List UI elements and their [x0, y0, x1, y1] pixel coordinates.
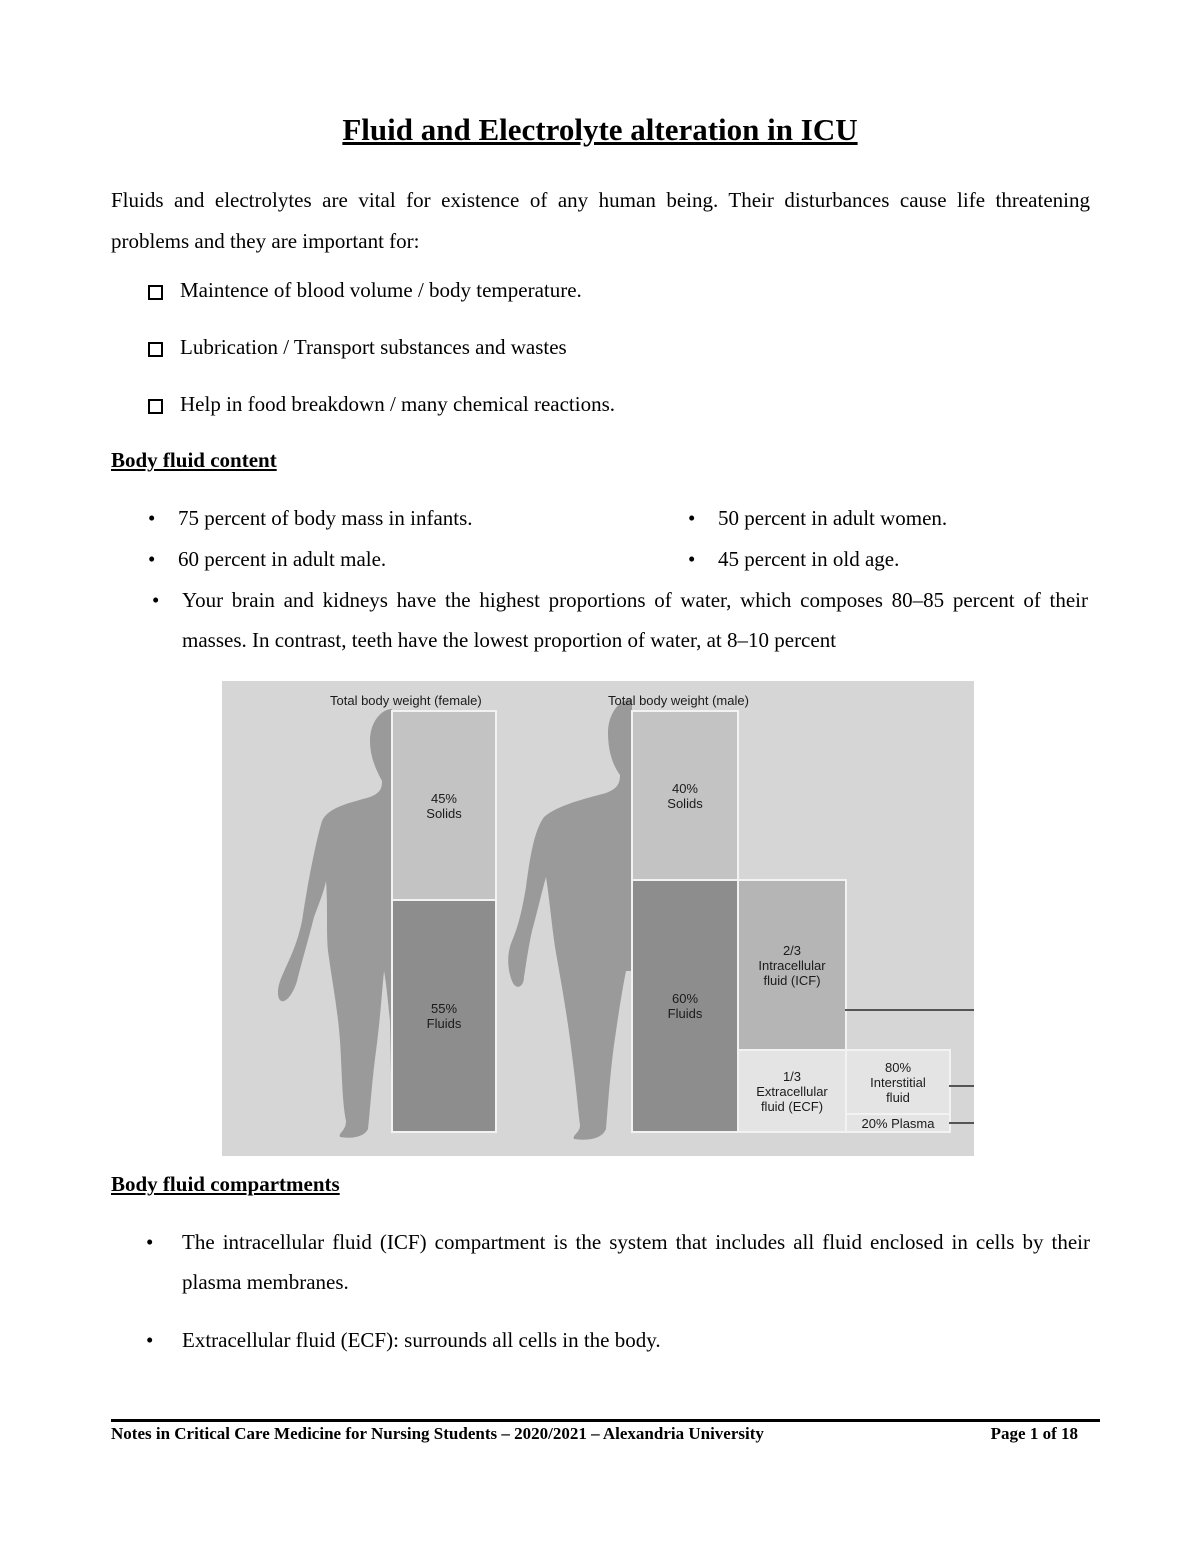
page-title: Fluid and Electrolyte alteration in ICU [342, 112, 858, 147]
interstitial-connector-line [949, 1085, 974, 1087]
icf-fraction: 2/3 [782, 942, 802, 958]
checklist-item-text: Lubrication / Transport substances and wastes [180, 335, 567, 359]
ecf-box [737, 1049, 847, 1133]
icf-connector-line [845, 1009, 974, 1011]
interstitial-label: Interstitial fluid [870, 1074, 926, 1105]
checkbox-icon [148, 285, 163, 300]
bullet-text: 50 percent in adult women. [718, 506, 948, 530]
male-solids-pct: 40% [671, 780, 698, 796]
male-title: Total body weight (male) [608, 693, 749, 708]
interstitial-pct: 80% [884, 1059, 912, 1075]
bullet-icon: • [146, 1328, 154, 1352]
icf-box [737, 879, 847, 1051]
female-solids-label: Solids [426, 805, 462, 821]
bullet-icon: • [148, 547, 156, 571]
bullet-icon: • [146, 1230, 154, 1254]
checklist-item [148, 335, 615, 392]
icf-label: Intracellular fluid (ICF) [758, 957, 826, 988]
footer-rule [111, 1419, 1100, 1422]
male-silhouette [508, 699, 632, 1140]
bullet-text: 75 percent of body mass in infants. [178, 506, 473, 530]
checklist-item-text: Help in food breakdown / many chemical reactions. [180, 392, 616, 416]
checklist-item [148, 278, 615, 335]
body-fluid-figure [222, 681, 974, 1156]
male-fluids-box [631, 879, 739, 1133]
bullet-item [146, 1222, 1090, 1302]
plasma-box [845, 1113, 951, 1133]
plasma-label: 20% Plasma [861, 1115, 935, 1131]
importance-checklist [148, 278, 615, 449]
female-title: Total body weight (female) [330, 693, 482, 708]
checkbox-icon [148, 399, 163, 414]
footer-page-number: Page 1 of 18 [990, 1424, 1078, 1443]
female-fluids-box [391, 899, 497, 1133]
male-fluids-label: Fluids [667, 1006, 703, 1021]
bullet-text: 60 percent in adult male. [178, 547, 387, 571]
bullet-text: Your brain and kidneys have the highest proportions of water, which composes 80–85 percent of their masses. In contrast, teeth have the lowest proportion of water, at 8–10 percent [182, 588, 1088, 652]
interstitial-box [845, 1049, 951, 1115]
female-solids-pct: 45% [430, 790, 457, 806]
intro-paragraph [111, 180, 1090, 262]
section-heading-body-fluid-content: Body fluid content [111, 448, 277, 472]
bullet-text: The intracellular fluid (ICF) compartment is the system that includes all fluid enclosed in cells by their plasma membranes. [182, 1230, 1090, 1294]
male-solids-box [631, 710, 739, 881]
bullet-icon: • [148, 506, 156, 530]
checkbox-icon [148, 342, 163, 357]
bullet-icon: • [688, 506, 696, 530]
ecf-fraction: 1/3 [782, 1068, 802, 1084]
bullet-text: Extracellular fluid (ECF): surrounds all cells in the body. [182, 1328, 661, 1352]
checklist-item-text: Maintence of blood volume / body temperature. [180, 278, 582, 302]
intro-text: Fluids and electrolytes are vital for existence of any human being. Their disturbances cause life threatening problems and they are important for: [111, 188, 1090, 253]
bullet-item [146, 1320, 1090, 1360]
female-silhouette [278, 709, 392, 1138]
section-heading-body-fluid-compartments: Body fluid compartments [111, 1172, 340, 1196]
plasma-connector-line [949, 1122, 974, 1124]
bullet-item [152, 580, 1088, 660]
female-fluids-pct: 55% [430, 1001, 458, 1016]
female-fluids-label: Fluids [426, 1016, 462, 1031]
female-solids-box [391, 710, 497, 901]
checklist-item [148, 392, 615, 449]
male-fluids-pct: 60% [671, 991, 699, 1006]
male-solids-label: Solids [667, 795, 703, 811]
footer-course-text: Notes in Critical Care Medicine for Nursing Students – 2020/2021 – Alexandria University [111, 1424, 764, 1443]
page-footer [111, 1424, 1078, 1444]
bullet-text: 45 percent in old age. [718, 547, 900, 571]
ecf-label: Extracellular fluid (ECF) [756, 1083, 828, 1114]
bullet-icon: • [152, 588, 160, 612]
bullet-icon: • [688, 547, 696, 571]
